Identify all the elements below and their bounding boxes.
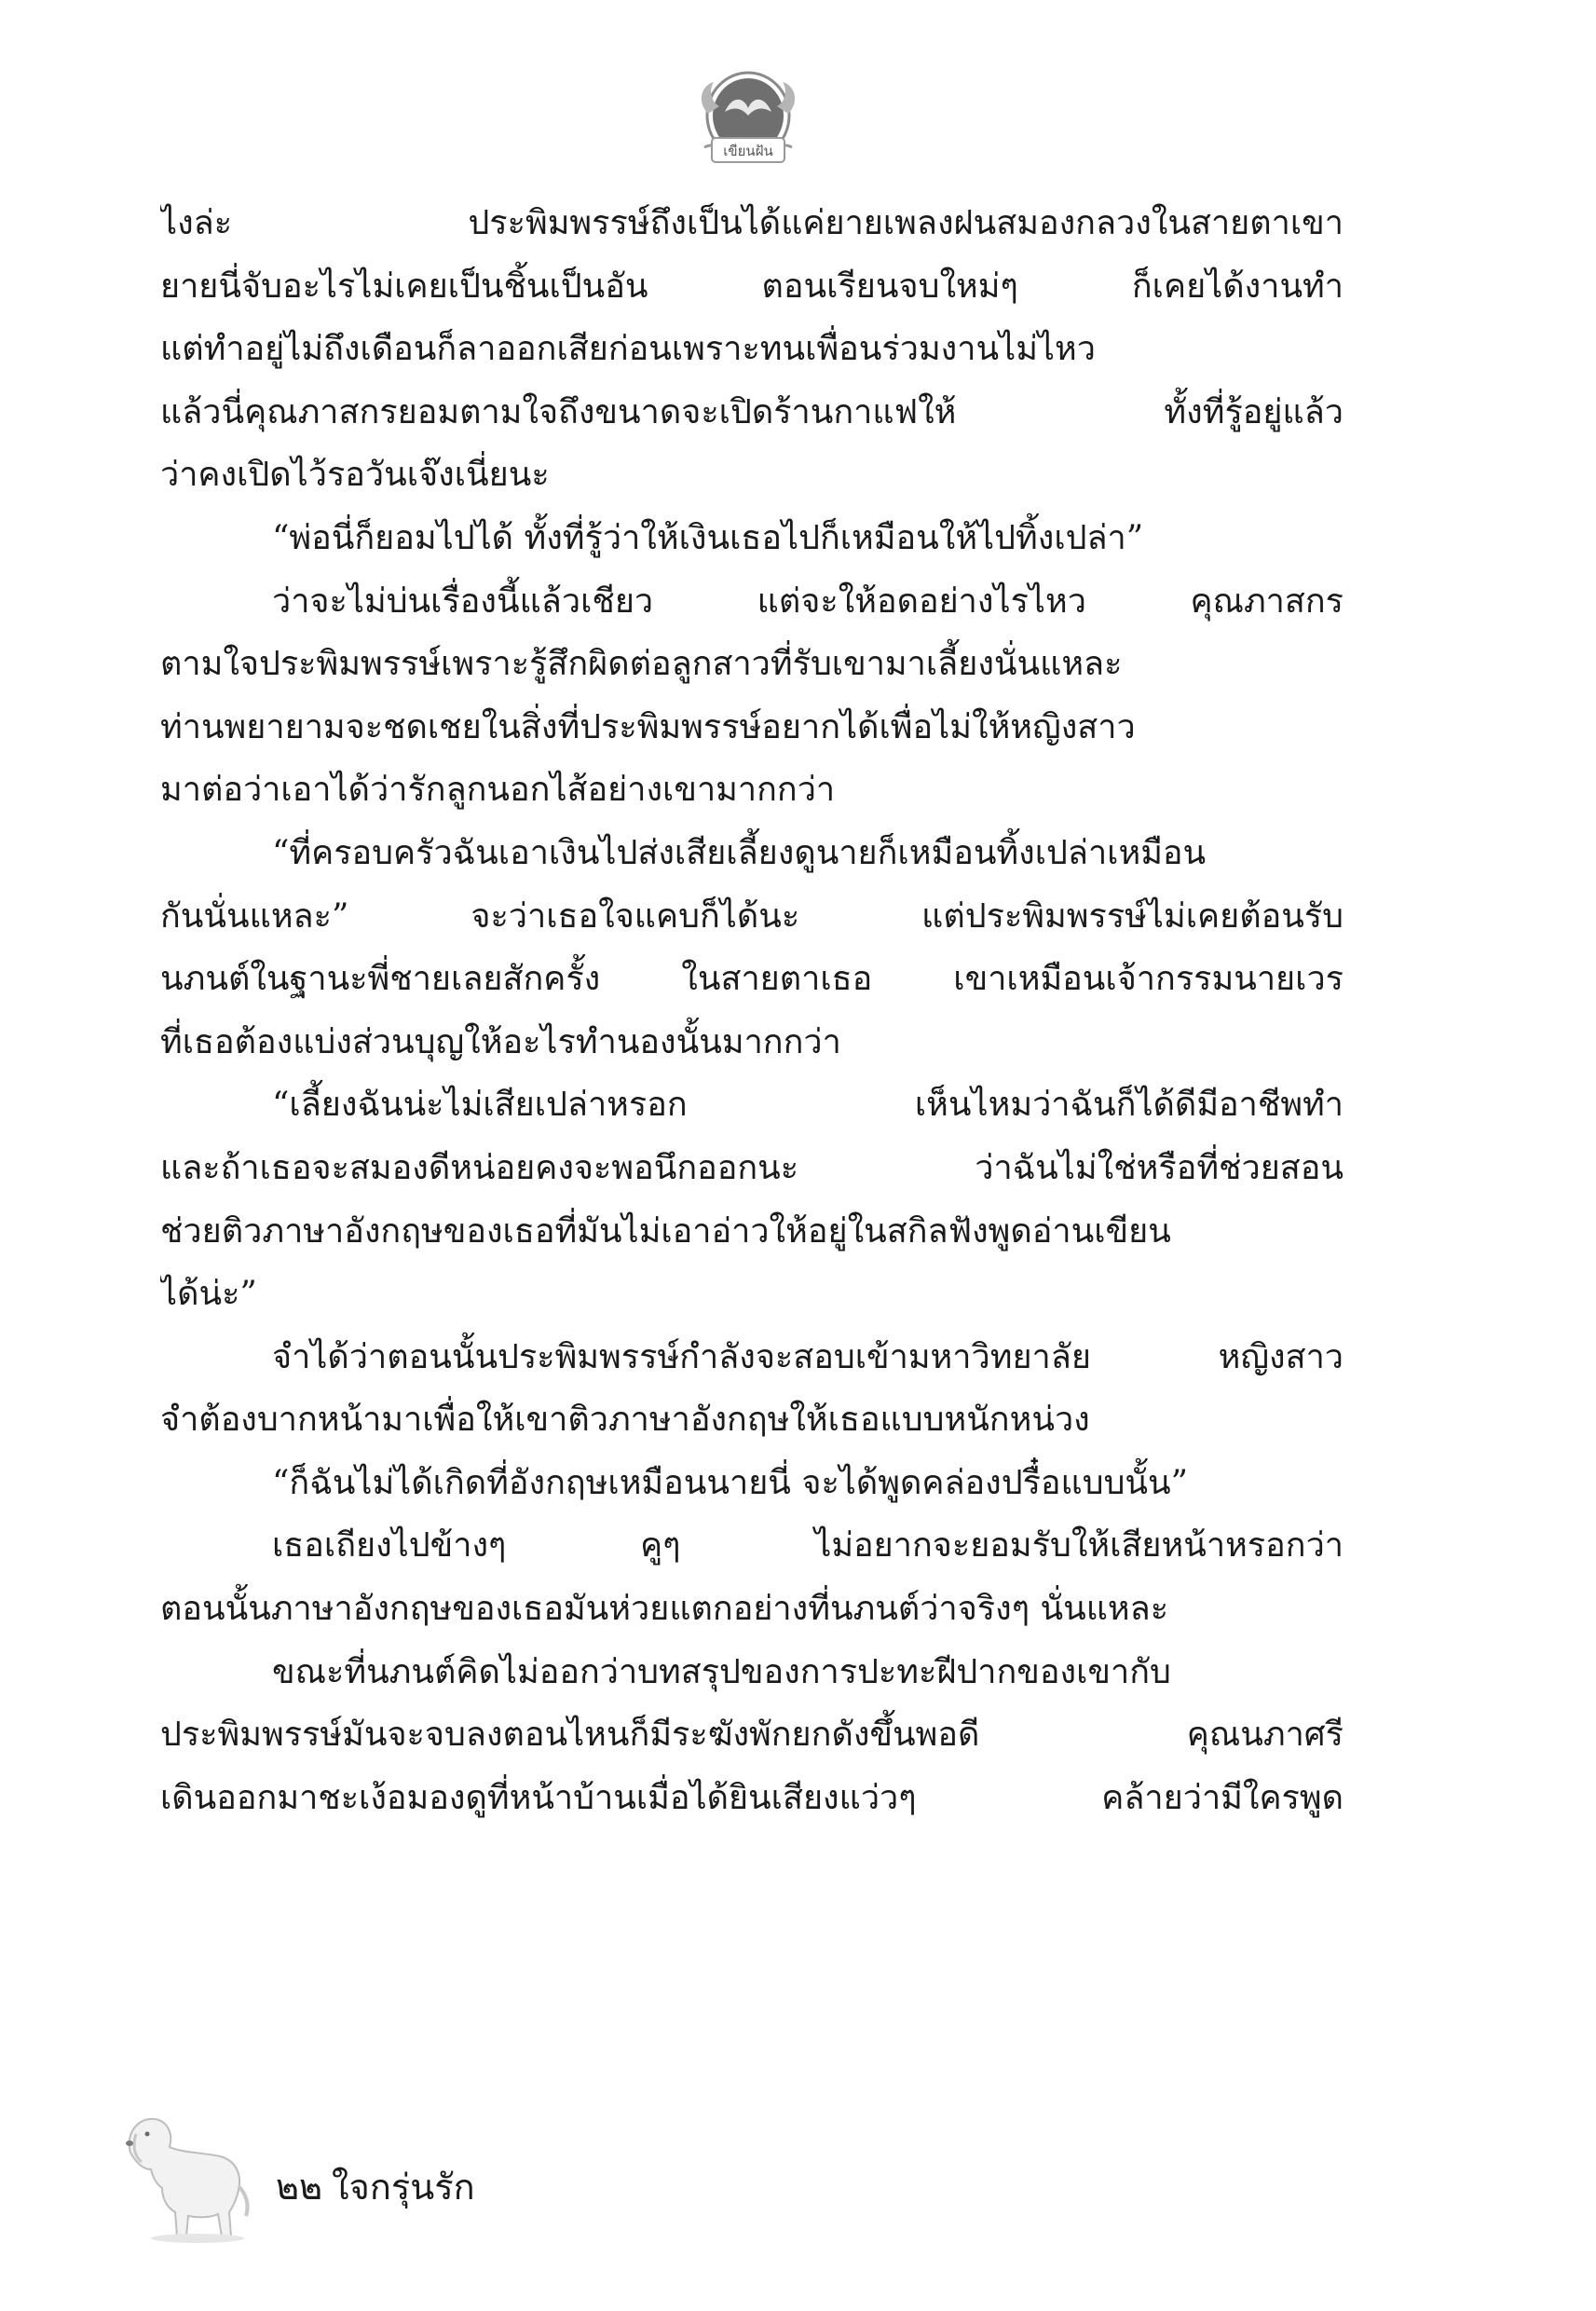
text-line: ตอนนั้นภาษาอังกฤษของเธอมันห่วยแตกอย่างที่นภนต์ว่าจริงๆ นั่นแหละ (160, 1590, 1169, 1629)
text-line: ช่วยติวภาษาอังกฤษของเธอที่มันไม่เอาอ่าวให้อยู่ในสกิลฟังพูดอ่านเขียน (160, 1211, 1171, 1251)
publisher-logo-icon (688, 58, 809, 179)
text-line: ว่าคงเปิดไว้รอวันเจ๊งเนี่ยนะ (160, 456, 550, 495)
body-text (160, 192, 1344, 1829)
text-line: และถ้าเธอจะสมองดีหน่อยคงจะพอนึกออกนะ ว่าฉันไม่ใช่หรือที่ช่วยสอน (160, 1148, 1344, 1187)
text-line: จำได้ว่าตอนนั้นประพิมพรรษ์กำลังจะสอบเข้ามหาวิทยาลัย หญิงสาว (272, 1337, 1344, 1376)
dog-icon (114, 2097, 253, 2246)
text-line: แล้วนี่คุณภาสกรยอมตามใจถึงขนาดจะเปิดร้านกาแฟให้ ทั้งที่รู้อยู่แล้ว (160, 392, 1344, 431)
text-line: ยายนี่จับอะไรไม่เคยเป็นชิ้นเป็นอัน ตอนเรียนจบใหม่ๆ ก็เคยได้งานทำ (160, 267, 1344, 306)
text-line: ขณะที่นภนต์คิดไม่ออกว่าบทสรุปของการปะทะฝีปากของเขากับ (272, 1652, 1171, 1691)
text-line: แต่ทำอยู่ไม่ถึงเดือนก็ลาออกเสียก่อนเพราะทนเพื่อนร่วมงานไม่ไหว (160, 330, 1096, 369)
text-line: ที่เธอต้องแบ่งส่วนบุญให้อะไรทำนองนั้นมากกว่า (160, 1022, 841, 1061)
text-line: ได้น่ะ” (160, 1275, 257, 1314)
text-line: ว่าจะไม่บ่นเรื่องนี้แล้วเชียว แต่จะให้อดอย่างไรไหว คุณภาสกร (272, 581, 1344, 621)
text-line: จำต้องบากหน้ามาเพื่อให้เขาติวภาษาอังกฤษให้เธอแบบหนักหน่วง (160, 1401, 1090, 1440)
book-title: ใจกรุ่นรัก (332, 2167, 475, 2208)
publisher-logo-text: เขียนฝัน (723, 143, 773, 159)
text-line: นภนต์ในฐานะพี่ชายเลยสักครั้ง ในสายตาเธอ เขาเหมือนเจ้ากรรมนายเวร (160, 960, 1344, 999)
text-line: “ที่ครอบครัวฉันเอาเงินไปส่งเสียเลี้ยงดูนายก็เหมือนทิ้งเปล่าเหมือน (272, 833, 1207, 872)
text-line: ตามใจประพิมพรรษ์เพราะรู้สึกผิดต่อลูกสาวที่รับเขามาเลี้ยงนั่นแหละ (160, 645, 1123, 684)
text-line: “พ่อนี่ก็ยอมไปได้ ทั้งที่รู้ว่าให้เงินเธอไปก็เหมือนให้ไปทิ้งเปล่า” (272, 518, 1144, 557)
page-number: ๒๒ (276, 2167, 323, 2208)
page-footer (0, 2097, 1596, 2264)
text-line: มาต่อว่าเอาได้ว่ารักลูกนอกไส้อย่างเขามากกว่า (160, 771, 836, 810)
text-line: กันนั่นแหละ” จะว่าเธอใจแคบก็ได้นะ แต่ประพิมพรรษ์ไม่เคยต้อนรับ (160, 896, 1344, 936)
text-line: เธอเถียงไปข้างๆ คูๆ ไม่อยากจะยอมรับให้เสียหน้าหรอกว่า (272, 1526, 1344, 1566)
text-line: ไงล่ะ ประพิมพรรษ์ถึงเป็นได้แค่ยายเพลงฝนสมองกลวงในสายตาเขา (160, 204, 1344, 242)
text-line: เดินออกมาชะเง้อมองดูที่หน้าบ้านเมื่อได้ยินเสียงแว่วๆ คล้ายว่ามีใครพูด (160, 1778, 1344, 1817)
text-line: “ก็ฉันไม่ได้เกิดที่อังกฤษเหมือนนายนี่ จะได้พูดคล่องปรื๋อแบบนั้น” (272, 1463, 1189, 1502)
text-line: “เลี้ยงฉันน่ะไม่เสียเปล่าหรอก เห็นไหมว่าฉันก็ได้ดีมีอาชีพทำ (272, 1086, 1344, 1125)
text-line: ประพิมพรรษ์มันจะจบลงตอนไหนก็มีระฆังพักยกดังขึ้นพอดี คุณนภาศรี (160, 1716, 1344, 1755)
text-line: ท่านพยายามจะชดเชยในสิ่งที่ประพิมพรรษ์อยากได้เพื่อไม่ให้หญิงสาว (160, 707, 1136, 746)
